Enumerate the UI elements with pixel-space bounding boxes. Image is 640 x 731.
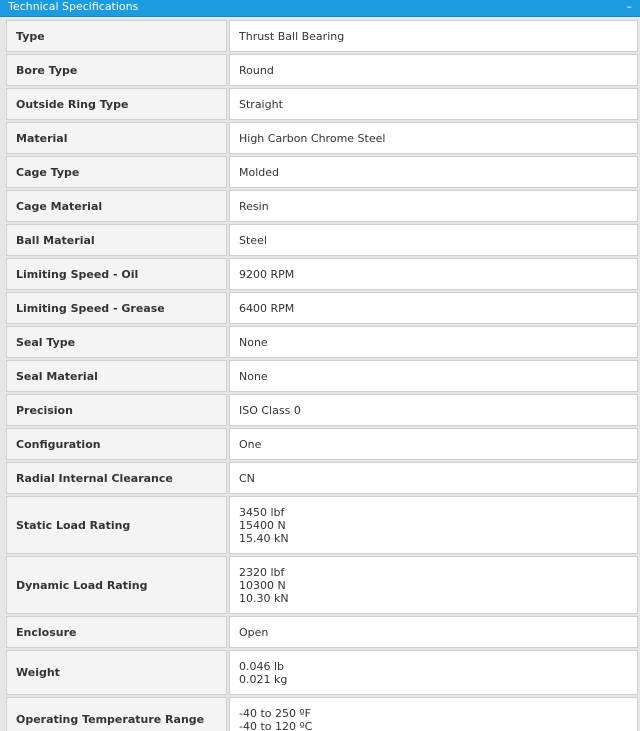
panel-header[interactable] bbox=[0, 0, 640, 17]
spec-value-line: Steel bbox=[239, 233, 267, 247]
spec-label: Static Load Rating bbox=[6, 496, 227, 554]
spec-value-line: High Carbon Chrome Steel bbox=[239, 131, 386, 145]
table-row bbox=[6, 190, 638, 222]
spec-value-line: None bbox=[239, 369, 268, 383]
spec-value-line: CN bbox=[239, 471, 255, 485]
spec-value-line: 15400 N bbox=[239, 518, 286, 532]
spec-value-line: Thrust Ball Bearing bbox=[239, 29, 345, 43]
table-row bbox=[6, 650, 638, 695]
spec-value bbox=[229, 556, 638, 614]
table-row bbox=[6, 122, 638, 154]
table-row bbox=[6, 156, 638, 188]
spec-value bbox=[229, 650, 638, 695]
table-row bbox=[6, 54, 638, 86]
spec-value-line: 9200 RPM bbox=[239, 267, 295, 281]
spec-value bbox=[229, 20, 638, 52]
table-row bbox=[6, 556, 638, 614]
spec-label: Dynamic Load Rating bbox=[6, 556, 227, 614]
spec-value bbox=[229, 190, 638, 222]
spec-label: Type bbox=[6, 20, 227, 52]
spec-label: Limiting Speed - Grease bbox=[6, 292, 227, 324]
spec-value bbox=[229, 88, 638, 120]
spec-value-line: 10.30 kN bbox=[239, 591, 289, 605]
spec-label: Weight bbox=[6, 650, 227, 695]
table-row bbox=[6, 292, 638, 324]
spec-value bbox=[229, 428, 638, 460]
table-row bbox=[6, 258, 638, 290]
spec-label: Cage Type bbox=[6, 156, 227, 188]
table-row bbox=[6, 326, 638, 358]
spec-value-line: 0.021 kg bbox=[239, 672, 288, 686]
spec-value bbox=[229, 122, 638, 154]
spec-label: Configuration bbox=[6, 428, 227, 460]
spec-value bbox=[229, 394, 638, 426]
spec-value-line: -40 to 250 ºF bbox=[239, 706, 312, 720]
spec-value-line: ISO Class 0 bbox=[239, 403, 301, 417]
table-row bbox=[6, 224, 638, 256]
spec-value-line: 15.40 kN bbox=[239, 531, 289, 545]
spec-value bbox=[229, 326, 638, 358]
specifications-table bbox=[6, 20, 638, 731]
spec-label: Ball Material bbox=[6, 224, 227, 256]
spec-value-line: Straight bbox=[239, 97, 283, 111]
spec-value bbox=[229, 462, 638, 494]
spec-value bbox=[229, 292, 638, 324]
spec-value bbox=[229, 697, 638, 731]
spec-value-line: Open bbox=[239, 625, 269, 639]
collapse-icon[interactable]: – bbox=[626, 0, 632, 13]
spec-label: Seal Material bbox=[6, 360, 227, 392]
spec-label: Operating Temperature Range bbox=[6, 697, 227, 731]
spec-value-line: Molded bbox=[239, 165, 280, 179]
spec-label: Material bbox=[6, 122, 227, 154]
spec-label: Radial Internal Clearance bbox=[6, 462, 227, 494]
panel-title: Technical Specifications bbox=[8, 0, 139, 13]
spec-value bbox=[229, 616, 638, 648]
spec-value-line: 0.046 lb bbox=[239, 659, 285, 673]
spec-value-line: -40 to 120 ºC bbox=[239, 719, 313, 731]
spec-label: Seal Type bbox=[6, 326, 227, 358]
spec-label: Bore Type bbox=[6, 54, 227, 86]
spec-value-line: Resin bbox=[239, 199, 269, 213]
spec-value-line: Round bbox=[239, 63, 274, 77]
table-row bbox=[6, 496, 638, 554]
spec-value bbox=[229, 360, 638, 392]
spec-value bbox=[229, 54, 638, 86]
table-row bbox=[6, 697, 638, 731]
table-row bbox=[6, 20, 638, 52]
spec-value bbox=[229, 496, 638, 554]
table-row bbox=[6, 428, 638, 460]
spec-value-line: 3450 lbf bbox=[239, 505, 285, 519]
table-row bbox=[6, 360, 638, 392]
spec-value bbox=[229, 156, 638, 188]
spec-value bbox=[229, 258, 638, 290]
spec-value-line: One bbox=[239, 437, 262, 451]
spec-label: Cage Material bbox=[6, 190, 227, 222]
table-row bbox=[6, 462, 638, 494]
table-row bbox=[6, 88, 638, 120]
spec-label: Precision bbox=[6, 394, 227, 426]
spec-value-line: 10300 N bbox=[239, 578, 286, 592]
table-row bbox=[6, 394, 638, 426]
spec-label: Limiting Speed - Oil bbox=[6, 258, 227, 290]
spec-value-line: None bbox=[239, 335, 268, 349]
spec-label: Enclosure bbox=[6, 616, 227, 648]
spec-label: Outside Ring Type bbox=[6, 88, 227, 120]
spec-value-line: 2320 lbf bbox=[239, 565, 285, 579]
table-row bbox=[6, 616, 638, 648]
spec-value bbox=[229, 224, 638, 256]
spec-value-line: 6400 RPM bbox=[239, 301, 295, 315]
